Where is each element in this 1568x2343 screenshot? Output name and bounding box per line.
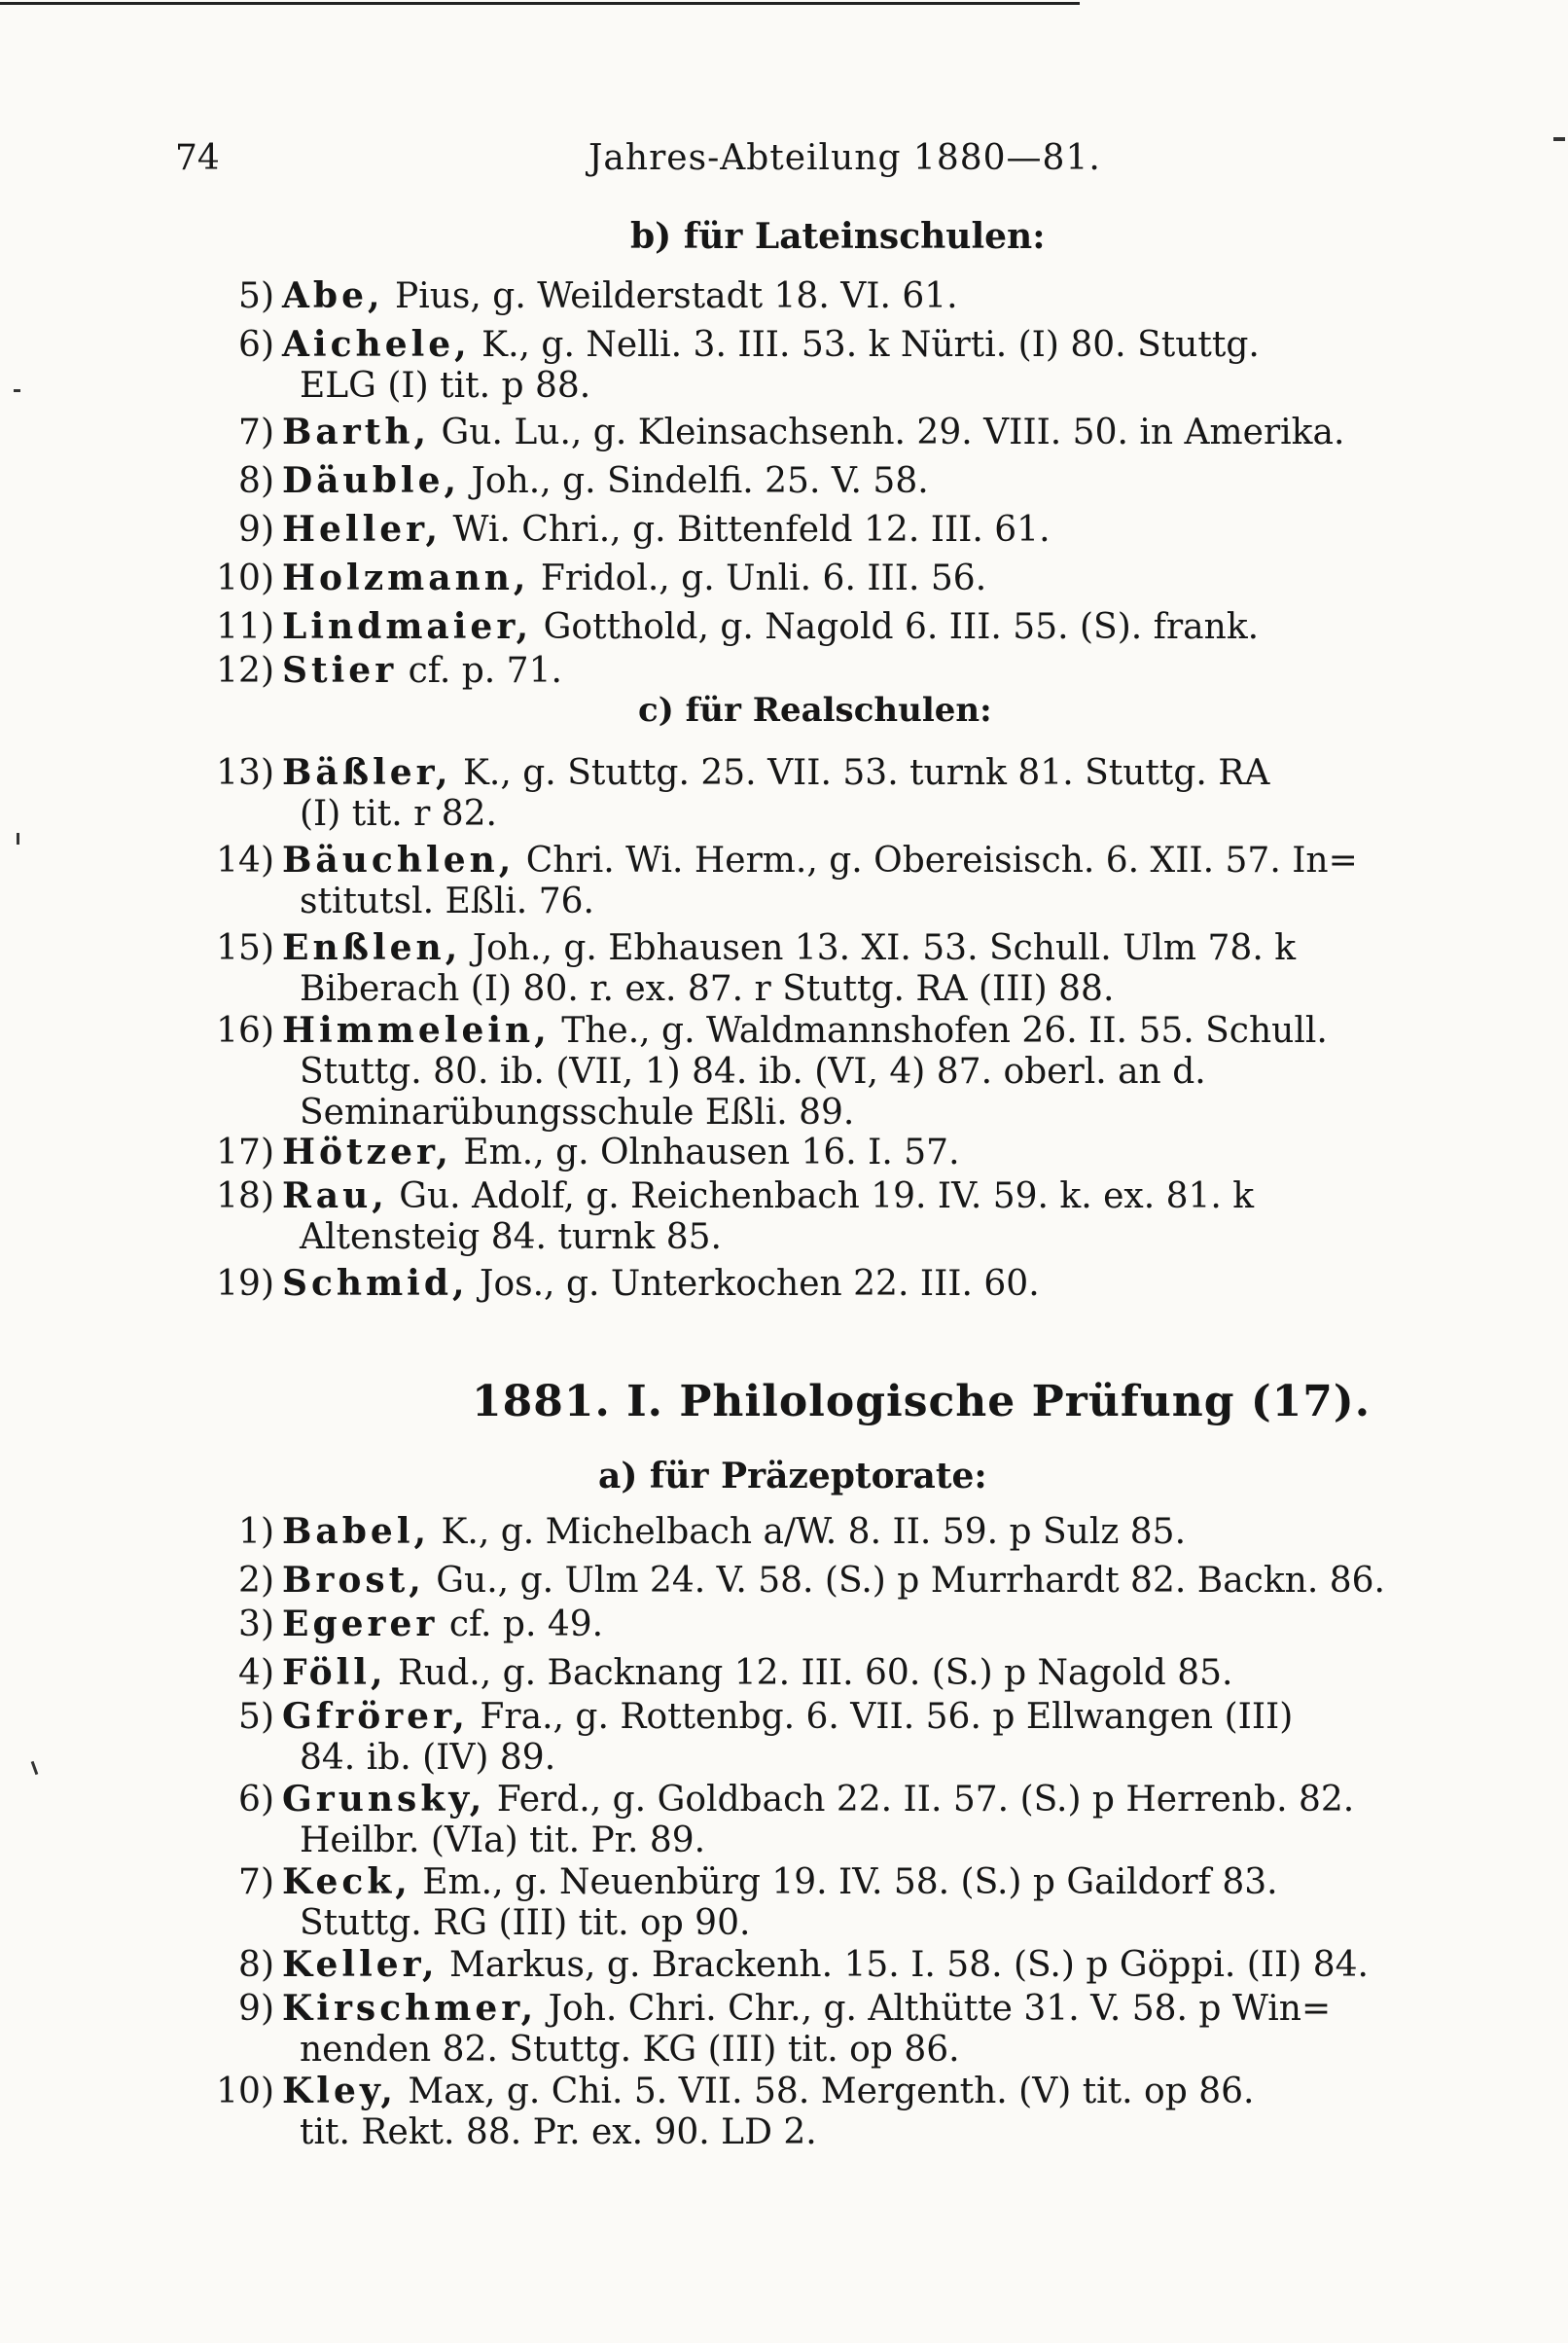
entry-name: Lindmaier, bbox=[282, 606, 533, 647]
list-item bbox=[193, 1562, 1457, 1603]
entry-line bbox=[282, 1781, 1354, 1819]
section-heading: c) für Realschulen: bbox=[638, 691, 992, 730]
running-title: Jahres-Abteilung 1880—81. bbox=[588, 138, 1101, 178]
entry-text: 84. ib. (IV) 89. bbox=[300, 1738, 556, 1778]
entry-text: stitutsl. Eßli. 76. bbox=[300, 882, 594, 921]
entry-line bbox=[282, 1654, 1233, 1692]
entry-text: Rud., g. Backnang 12. III. 60. (S.) p Nagold 85. bbox=[397, 1653, 1233, 1693]
entry-line bbox=[300, 1053, 1206, 1091]
entry-line bbox=[282, 929, 1296, 967]
entry-line bbox=[282, 1513, 1186, 1551]
entry-line bbox=[282, 511, 1051, 549]
entry-text: Biberach (I) 80. r. ex. 87. r Stuttg. RA (III) 88. bbox=[300, 969, 1115, 1009]
entry-line bbox=[282, 326, 1260, 364]
entry-text: (I) tit. r 82. bbox=[300, 794, 497, 834]
list-item bbox=[193, 462, 1457, 503]
entry-text: Jos., g. Unterkochen 22. III. 60. bbox=[480, 1264, 1040, 1304]
list-item bbox=[193, 1134, 1457, 1174]
list-item bbox=[193, 559, 1457, 600]
entry-text: Altensteig 84. turnk 85. bbox=[300, 1217, 722, 1257]
entry-name: Kley, bbox=[282, 2071, 397, 2111]
entry-number: 17) bbox=[216, 1133, 274, 1172]
list-item bbox=[193, 1781, 1457, 1862]
entry-line bbox=[282, 1562, 1385, 1600]
entry-text: Heilbr. (VIa) tit. Pr. 89. bbox=[300, 1820, 706, 1860]
entry-number: 9) bbox=[238, 1989, 274, 2029]
list-item bbox=[193, 842, 1457, 923]
entry-line bbox=[282, 842, 1358, 880]
entry-name: Aichele, bbox=[282, 324, 471, 365]
entry-number: 8) bbox=[238, 461, 274, 501]
entry-text: Ferd., g. Goldbach 22. II. 57. (S.) p Herrenb. 82. bbox=[496, 1780, 1355, 1820]
entry-number: 6) bbox=[238, 1780, 274, 1820]
entry-name: Föll, bbox=[282, 1652, 387, 1693]
entry-text: Gotthold, g. Nagold 6. III. 55. (S). frank. bbox=[543, 607, 1260, 647]
entry-number: 10) bbox=[216, 2072, 274, 2111]
entry-text: Gu., g. Ulm 24. V. 58. (S.) p Murrhardt 82. Backn. 86. bbox=[436, 1561, 1385, 1601]
entry-line bbox=[282, 559, 986, 597]
entry-text: ELG (I) tit. p 88. bbox=[300, 366, 591, 406]
entry-text: Seminarübungsschule Eßli. 89. bbox=[300, 1093, 855, 1133]
entry-text: tit. Rekt. 88. Pr. ex. 90. LD 2. bbox=[300, 2112, 817, 2152]
entry-number: 3) bbox=[238, 1604, 274, 1644]
entry-text: The., g. Waldmannshofen 26. II. 55. Schull. bbox=[561, 1011, 1328, 1051]
list-item bbox=[193, 1654, 1457, 1695]
entry-text: Chri. Wi. Herm., g. Obereisisch. 6. XII. 57. In= bbox=[525, 841, 1358, 881]
entry-text: cf. p. 71. bbox=[408, 651, 562, 691]
list-item bbox=[193, 1513, 1457, 1554]
entry-number: 7) bbox=[238, 1862, 274, 1902]
entry-text: Pius, g. Weilderstadt 18. VI. 61. bbox=[395, 276, 958, 316]
entry-line bbox=[282, 608, 1259, 646]
entry-text: Em., g. Neuenbürg 19. IV. 58. (S.) p Gaildorf 83. bbox=[422, 1862, 1278, 1902]
list-item bbox=[193, 1863, 1457, 1945]
entry-number: 16) bbox=[216, 1011, 274, 1051]
entry-line bbox=[300, 1094, 854, 1132]
entry-line bbox=[282, 1012, 1328, 1050]
entry-text: K., g. Nelli. 3. III. 53. k Nürti. (I) 80. Stuttg. bbox=[481, 325, 1260, 365]
entry-line bbox=[282, 414, 1344, 451]
entry-number: 11) bbox=[216, 607, 274, 647]
entry-number: 5) bbox=[238, 1697, 274, 1737]
entry-line bbox=[300, 883, 594, 920]
entry-name: Bäuchlen, bbox=[282, 840, 516, 881]
entry-text: cf. p. 49. bbox=[448, 1604, 604, 1644]
entry-number: 5) bbox=[238, 276, 274, 316]
section-heading: b) für Lateinschulen: bbox=[630, 216, 1046, 257]
entry-name: Stier bbox=[282, 650, 398, 691]
entry-line bbox=[300, 1218, 722, 1256]
entry-name: Himmelein, bbox=[282, 1010, 551, 1051]
page-number: 74 bbox=[175, 138, 220, 178]
entry-line bbox=[282, 462, 929, 500]
entry-text: Joh. Chri. Chr., g. Althütte 31. V. 58. p Win= bbox=[548, 1989, 1332, 2029]
entry-text: Joh., g. Ebhausen 13. XI. 53. Schull. Ulm 78. k bbox=[472, 928, 1297, 968]
entry-number: 18) bbox=[216, 1176, 274, 1216]
entry-text: Stuttg. RG (III) tit. op 90. bbox=[300, 1903, 751, 1943]
entry-line bbox=[300, 795, 497, 833]
list-item bbox=[193, 1698, 1457, 1780]
entry-line bbox=[300, 1739, 555, 1777]
list-item bbox=[193, 1990, 1457, 2072]
list-item bbox=[193, 1177, 1457, 1259]
entry-text: Gu. Adolf, g. Reichenbach 19. IV. 59. k. ex. 81. k bbox=[399, 1176, 1255, 1216]
entry-line bbox=[282, 754, 1269, 792]
entry-name: Grunsky, bbox=[282, 1779, 486, 1820]
entry-name: Schmid, bbox=[282, 1263, 469, 1304]
entry-number: 8) bbox=[238, 1945, 274, 1985]
entry-line bbox=[282, 1698, 1293, 1736]
entry-number: 6) bbox=[238, 325, 274, 365]
list-item bbox=[193, 1012, 1457, 1135]
entry-text: Em., g. Olnhausen 16. I. 57. bbox=[463, 1133, 960, 1172]
entry-name: Rau, bbox=[282, 1175, 388, 1216]
entry-number: 2) bbox=[238, 1561, 274, 1601]
list-item bbox=[193, 608, 1457, 649]
entry-text: Max, g. Chi. 5. VII. 58. Mergenth. (V) tit. op 86. bbox=[408, 2072, 1255, 2111]
entry-text: Gu. Lu., g. Kleinsachsenh. 29. VIII. 50. in Amerika. bbox=[441, 413, 1345, 452]
entry-line bbox=[282, 1990, 1331, 2028]
entry-name: Keck, bbox=[282, 1861, 411, 1902]
entry-name: Hötzer, bbox=[282, 1132, 452, 1172]
entry-line bbox=[282, 1134, 960, 1172]
entry-number: 10) bbox=[216, 559, 274, 598]
section-heading: a) für Präzeptorate: bbox=[598, 1456, 987, 1496]
entry-line bbox=[300, 1904, 750, 1942]
entry-text: Wi. Chri., g. Bittenfeld 12. III. 61. bbox=[452, 510, 1051, 550]
entry-name: Holzmann, bbox=[282, 558, 530, 598]
entry-text: Fridol., g. Unli. 6. III. 56. bbox=[540, 559, 987, 598]
entry-number: 14) bbox=[216, 841, 274, 881]
entry-name: Kirschmer, bbox=[282, 1988, 538, 2029]
list-item bbox=[193, 929, 1457, 1011]
entry-text: Fra., g. Rottenbg. 6. VII. 56. p Ellwangen (III) bbox=[480, 1697, 1294, 1737]
entry-line bbox=[282, 277, 958, 315]
list-item bbox=[193, 511, 1457, 552]
list-item bbox=[193, 414, 1457, 454]
list-item bbox=[193, 754, 1457, 836]
entry-line bbox=[282, 2073, 1254, 2110]
entry-number: 4) bbox=[238, 1653, 274, 1693]
entry-line bbox=[282, 1946, 1369, 1984]
entry-line bbox=[282, 1605, 603, 1643]
entry-number: 1) bbox=[238, 1512, 274, 1552]
list-item bbox=[193, 652, 1457, 693]
entry-line bbox=[300, 2031, 960, 2069]
list-item bbox=[193, 1605, 1457, 1646]
entry-name: Keller, bbox=[282, 1944, 439, 1985]
entry-number: 7) bbox=[238, 413, 274, 452]
entry-name: Heller, bbox=[282, 509, 443, 550]
entry-text: K., g. Michelbach a/W. 8. II. 59. p Sulz 85. bbox=[441, 1512, 1187, 1552]
entry-line bbox=[282, 1177, 1254, 1215]
entry-line bbox=[282, 1265, 1040, 1303]
entry-text: Markus, g. Brackenh. 15. I. 58. (S.) p Göppi. (II) 84. bbox=[449, 1945, 1369, 1985]
entry-line bbox=[300, 367, 590, 405]
list-item bbox=[193, 1946, 1457, 1987]
entry-number: 12) bbox=[216, 651, 274, 691]
page-header bbox=[175, 138, 1401, 193]
entry-line bbox=[300, 2113, 817, 2151]
entry-line bbox=[282, 652, 562, 690]
list-item bbox=[193, 326, 1457, 408]
entry-text: Joh., g. Sindelfi. 25. V. 58. bbox=[471, 461, 929, 501]
entry-name: Gfrörer, bbox=[282, 1696, 469, 1737]
entry-number: 19) bbox=[216, 1264, 274, 1304]
entry-name: Egerer bbox=[282, 1604, 439, 1644]
entry-number: 15) bbox=[216, 928, 274, 968]
entry-name: Däuble, bbox=[282, 460, 461, 501]
entry-name: Enßlen, bbox=[282, 927, 462, 968]
entry-number: 13) bbox=[216, 753, 274, 793]
entry-name: Barth, bbox=[282, 412, 431, 452]
list-item bbox=[193, 277, 1457, 318]
entry-text: K., g. Stuttg. 25. VII. 53. turnk 81. Stuttg. RA bbox=[463, 753, 1270, 793]
entry-line bbox=[282, 1863, 1278, 1901]
entry-name: Brost, bbox=[282, 1560, 425, 1601]
entry-line bbox=[300, 1821, 705, 1859]
list-item bbox=[193, 2073, 1457, 2154]
entry-number: 9) bbox=[238, 510, 274, 550]
entry-name: Bäßler, bbox=[282, 752, 452, 793]
section-title: 1881. I. Philologische Prüfung (17). bbox=[472, 1377, 1372, 1426]
entry-name: Abe, bbox=[282, 275, 384, 316]
entry-text: nenden 82. Stuttg. KG (III) tit. op 86. bbox=[300, 2030, 960, 2070]
entry-line bbox=[300, 970, 1114, 1008]
list-item bbox=[193, 1265, 1457, 1306]
entry-text: Stuttg. 80. ib. (VII, 1) 84. ib. (VI, 4) 87. oberl. an d. bbox=[300, 1052, 1206, 1092]
entry-name: Babel, bbox=[282, 1511, 431, 1552]
